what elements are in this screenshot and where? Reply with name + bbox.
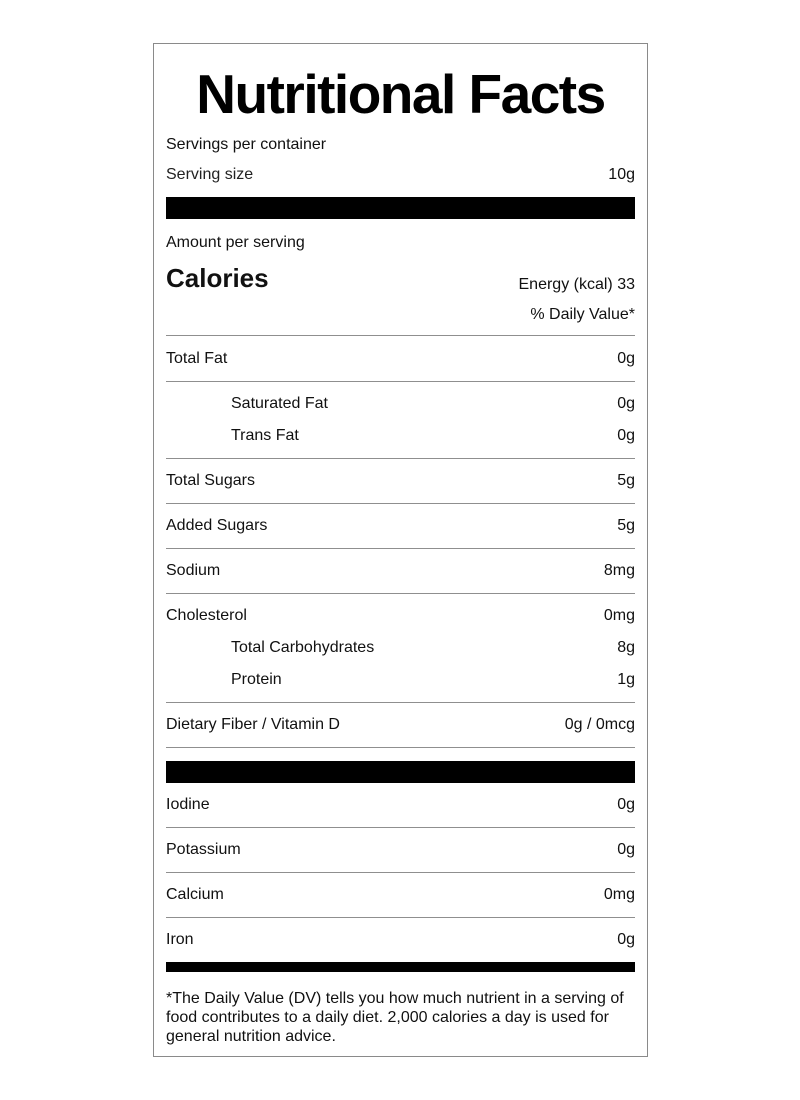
mineral-label: Iron (166, 931, 194, 948)
nutrient-row-sodium (166, 561, 635, 581)
nutrient-row-total-fat (166, 349, 635, 369)
nutrient-row-added-sugars (166, 516, 635, 536)
nutrient-label: Dietary Fiber / Vitamin D (166, 716, 340, 733)
mineral-row-iron (166, 930, 635, 950)
mineral-label: Iodine (166, 796, 210, 813)
nutrient-label: Trans Fat (231, 427, 299, 444)
divider (166, 827, 635, 828)
serving-size-label: Serving size (166, 166, 254, 183)
nutrition-label (153, 43, 648, 1057)
daily-value-footnote: *The Daily Value (DV) tells you how much nutrient in a serving of food contributes to a daily diet. 2,000 calories a day is used for general nutrition advice. (166, 990, 624, 1045)
nutrient-value: 0g (617, 427, 635, 444)
nutrient-label: Added Sugars (166, 517, 268, 534)
mineral-label: Potassium (166, 841, 241, 858)
nutrient-label: Sodium (166, 562, 221, 579)
thick-divider-middle (166, 761, 635, 783)
amount-per-serving: Amount per serving (166, 234, 305, 251)
divider (166, 747, 635, 748)
nutrient-row-total-sugars (166, 471, 635, 491)
nutrient-label: Saturated Fat (231, 395, 328, 412)
mineral-row-calcium (166, 885, 635, 905)
nutrient-label: Protein (231, 671, 282, 688)
divider (166, 458, 635, 459)
label-title: Nutritional Facts (196, 63, 605, 125)
divider (166, 381, 635, 382)
nutrient-label: Total Fat (166, 350, 228, 367)
nutrient-value: 5g (617, 472, 635, 489)
serving-size-value: 10g (608, 166, 635, 183)
nutrient-row-cholesterol (166, 606, 635, 626)
mineral-label: Calcium (166, 886, 224, 903)
nutrient-row-saturated-fat (166, 394, 635, 414)
divider (166, 593, 635, 594)
mineral-value: 0mg (603, 886, 635, 903)
nutrient-row-total-carbohydrates (166, 638, 635, 658)
nutrient-value: 8mg (603, 562, 635, 579)
daily-value-header: % Daily Value* (530, 306, 635, 323)
nutrient-label: Total Carbohydrates (231, 639, 375, 656)
nutrient-value: 0mg (603, 607, 635, 624)
nutrient-value: 1g (617, 671, 635, 688)
mineral-value: 0g (617, 796, 635, 813)
nutrient-value: 0g (617, 395, 635, 412)
mineral-row-potassium (166, 840, 635, 860)
thick-divider-bottom (166, 962, 635, 972)
divider (166, 872, 635, 873)
nutrient-label: Total Sugars (166, 472, 255, 489)
serving-size-row (166, 165, 635, 185)
nutrient-value: 8g (617, 639, 635, 656)
nutrient-row-protein (166, 670, 635, 690)
divider (166, 503, 635, 504)
calories-heading: Calories (166, 263, 269, 293)
nutrient-value: 5g (617, 517, 635, 534)
divider (166, 702, 635, 703)
nutrient-row-trans-fat (166, 426, 635, 446)
divider (166, 335, 635, 336)
divider (166, 548, 635, 549)
servings-per-container: Servings per container (166, 136, 327, 153)
thick-divider-top (166, 197, 635, 219)
mineral-value: 0g (617, 841, 635, 858)
energy-kcal: Energy (kcal) 33 (518, 276, 635, 293)
mineral-value: 0g (617, 931, 635, 948)
nutrient-row-fiber-vitamin-d (166, 715, 635, 735)
nutrient-label: Cholesterol (166, 607, 247, 624)
divider (166, 917, 635, 918)
nutrient-value: 0g / 0mcg (564, 716, 635, 733)
mineral-row-iodine (166, 795, 635, 815)
nutrient-value: 0g (617, 350, 635, 367)
